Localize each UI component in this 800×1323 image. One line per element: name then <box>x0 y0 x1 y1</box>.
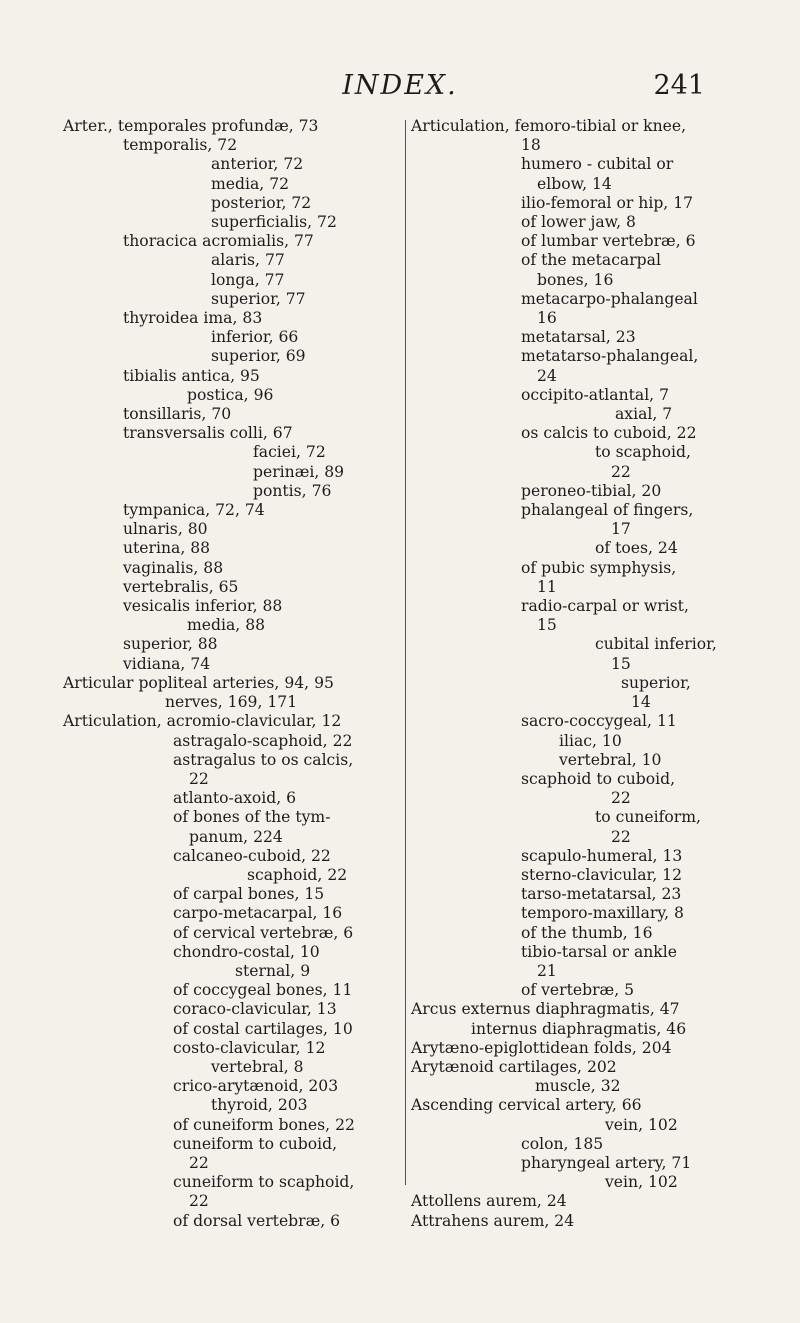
index-entry: axial, 7 <box>615 405 673 424</box>
index-entry: thyroid, 203 <box>211 1096 308 1115</box>
index-entry: 24 <box>537 366 557 385</box>
index-entry: cuneiform to scaphoid, <box>173 1173 355 1192</box>
index-entry: of pubic symphysis, <box>521 558 677 577</box>
index-entry: scapulo-humeral, 13 <box>521 846 683 865</box>
index-entry: of coccygeal bones, 11 <box>173 981 353 1000</box>
index-entry: temporo-maxillary, 8 <box>521 904 684 923</box>
index-entry: Attrahens aurem, 24 <box>411 1211 575 1230</box>
index-entry: media, 72 <box>211 174 290 193</box>
index-entry: 17 <box>611 520 631 539</box>
index-entry: vertebral, 10 <box>559 750 662 769</box>
index-entry: Articulation, femoro-tibial or knee, <box>411 117 687 135</box>
index-entry: of dorsal vertebræ, 6 <box>173 1211 341 1230</box>
index-entry: Arytænoid cartilages, 202 <box>411 1057 617 1076</box>
index-entry: perinæi, 89 <box>253 462 345 481</box>
index-entry: superior, <box>621 673 691 692</box>
index-entry: iliac, 10 <box>559 731 622 750</box>
index-entry: of cuneiform bones, 22 <box>173 1115 355 1134</box>
index-entry: thyroidea ima, 83 <box>123 309 263 328</box>
index-entry: faciei, 72 <box>253 443 326 462</box>
index-entry: 14 <box>631 693 651 712</box>
index-entry: ilio-femoral or hip, 17 <box>521 193 694 212</box>
index-entry: tarso-metatarsal, 23 <box>521 885 682 904</box>
index-entry: 15 <box>611 654 631 673</box>
index-entry: cuneiform to cuboid, <box>173 1134 338 1153</box>
index-entry: temporalis, 72 <box>123 136 238 155</box>
index-entry: vein, 102 <box>605 1173 678 1192</box>
index-entry: of the metacarpal <box>521 251 661 270</box>
index-entry: sternal, 9 <box>235 961 311 980</box>
index-entry: superior, 69 <box>211 347 306 366</box>
index-entry: carpo-metacarpal, 16 <box>173 904 343 923</box>
index-entry: 22 <box>611 789 631 808</box>
column-divider <box>405 120 406 1185</box>
index-entry: 22 <box>189 1153 209 1172</box>
index-entry: calcaneo-cuboid, 22 <box>173 846 331 865</box>
index-entry: anterior, 72 <box>211 155 304 174</box>
index-entry: scaphoid to cuboid, <box>521 769 676 788</box>
index-entry: of cervical vertebræ, 6 <box>173 923 354 942</box>
index-entry: tonsillaris, 70 <box>123 405 232 424</box>
index-entry: of carpal bones, 15 <box>173 885 325 904</box>
index-entry: 22 <box>611 462 631 481</box>
index-entry: uterina, 88 <box>123 539 211 558</box>
index-entry: to scaphoid, <box>595 443 691 462</box>
page-number: 241 <box>653 70 705 101</box>
index-entry: muscle, 32 <box>535 1077 621 1096</box>
index-entry: to cuneiform, <box>595 808 702 827</box>
index-entry: tibio-tarsal or ankle <box>521 942 677 961</box>
index-entry: sacro-coccygeal, 11 <box>521 712 677 731</box>
page-header <box>0 70 800 110</box>
index-entry: pharyngeal artery, 71 <box>521 1153 692 1172</box>
index-entry: of costal cartilages, 10 <box>173 1019 353 1038</box>
index-entry: astragalus to os calcis, <box>173 750 354 769</box>
index-entry: cubital inferior, <box>595 635 717 654</box>
index-entry: superior, 77 <box>211 289 306 308</box>
index-entry: 21 <box>537 961 557 980</box>
index-entry: colon, 185 <box>521 1134 604 1153</box>
index-entry: longa, 77 <box>211 270 285 289</box>
index-entry: atlanto-axoid, 6 <box>173 789 297 808</box>
index-entry: Arytæno-epiglottidean folds, 204 <box>411 1038 672 1057</box>
index-entry: vesicalis inferior, 88 <box>123 597 283 616</box>
index-entry: nerves, 169, 171 <box>165 693 298 712</box>
index-entry: chondro-costal, 10 <box>173 942 320 961</box>
index-entry: of lower jaw, 8 <box>521 213 636 232</box>
index-entry: tibialis antica, 95 <box>123 366 260 385</box>
index-entry: Attollens aurem, 24 <box>411 1192 567 1211</box>
index-entry: media, 88 <box>187 616 266 635</box>
index-entry: of the thumb, 16 <box>521 923 653 942</box>
index-entry: postica, 96 <box>187 385 274 404</box>
index-entry: Ascending cervical artery, 66 <box>411 1096 642 1115</box>
index-entry: superficialis, 72 <box>211 213 337 232</box>
index-entry: alaris, 77 <box>211 251 285 270</box>
index-entry: 15 <box>537 616 557 635</box>
index-entry: vein, 102 <box>605 1115 678 1134</box>
index-entry: radio-carpal or wrist, <box>521 597 689 616</box>
index-entry: posterior, 72 <box>211 193 312 212</box>
index-entry: vertebral, 8 <box>211 1057 304 1076</box>
index-entry: of bones of the tym- <box>173 808 331 827</box>
index-entry: phalangeal of fingers, <box>521 501 694 520</box>
index-entry: sterno-clavicular, 12 <box>521 865 683 884</box>
index-entry: Articular popliteal arteries, 94, 95 <box>63 673 334 692</box>
index-entry: superior, 88 <box>123 635 218 654</box>
index-entry: 18 <box>521 136 541 155</box>
index-entry: coraco-clavicular, 13 <box>173 1000 337 1019</box>
index-entry: humero - cubital or <box>521 155 674 174</box>
index-entry: metatarsal, 23 <box>521 328 636 347</box>
index-entry: of vertebræ, 5 <box>521 981 635 1000</box>
index-entry: 22 <box>189 769 209 788</box>
index-entry: transversalis colli, 67 <box>123 424 293 443</box>
index-entry: pontis, 76 <box>253 481 332 500</box>
index-entry: peroneo-tibial, 20 <box>521 481 662 500</box>
index-entry: vertebralis, 65 <box>123 577 239 596</box>
index-entry: Arcus externus diaphragmatis, 47 <box>411 1000 680 1019</box>
index-entry: metatarso-phalangeal, <box>521 347 699 366</box>
index-entry: Arter., temporales profundæ, 73 <box>63 117 319 135</box>
index-entry: 11 <box>537 577 557 596</box>
index-entry: inferior, 66 <box>211 328 299 347</box>
index-entry: ulnaris, 80 <box>123 520 208 539</box>
index-entry: 16 <box>537 309 557 328</box>
index-entry: scaphoid, 22 <box>247 865 348 884</box>
index-entry: 22 <box>189 1192 209 1211</box>
index-entry: tympanica, 72, 74 <box>123 501 265 520</box>
index-entry: of lumbar vertebræ, 6 <box>521 232 696 251</box>
index-entry: panum, 224 <box>189 827 283 846</box>
index-column-left <box>63 117 403 1231</box>
page-title: INDEX. <box>342 70 458 101</box>
index-column-right <box>411 117 731 1231</box>
index-entry: Articulation, acromio-clavicular, 12 <box>63 712 342 731</box>
index-entry: bones, 16 <box>537 270 614 289</box>
index-entry: vaginalis, 88 <box>123 558 224 577</box>
index-entry: internus diaphragmatis, 46 <box>471 1019 687 1038</box>
index-entry: 22 <box>611 827 631 846</box>
index-entry: os calcis to cuboid, 22 <box>521 424 697 443</box>
index-entry: thoracica acromialis, 77 <box>123 232 314 251</box>
index-entry: astragalo-scaphoid, 22 <box>173 731 353 750</box>
index-entry: of toes, 24 <box>595 539 678 558</box>
index-entry: occipito-atlantal, 7 <box>521 385 670 404</box>
index-entry: vidiana, 74 <box>123 654 211 673</box>
index-entry: crico-arytænoid, 203 <box>173 1077 339 1096</box>
index-entry: costo-clavicular, 12 <box>173 1038 326 1057</box>
index-entry: elbow, 14 <box>537 174 612 193</box>
index-entry: metacarpo-phalangeal <box>521 289 698 308</box>
